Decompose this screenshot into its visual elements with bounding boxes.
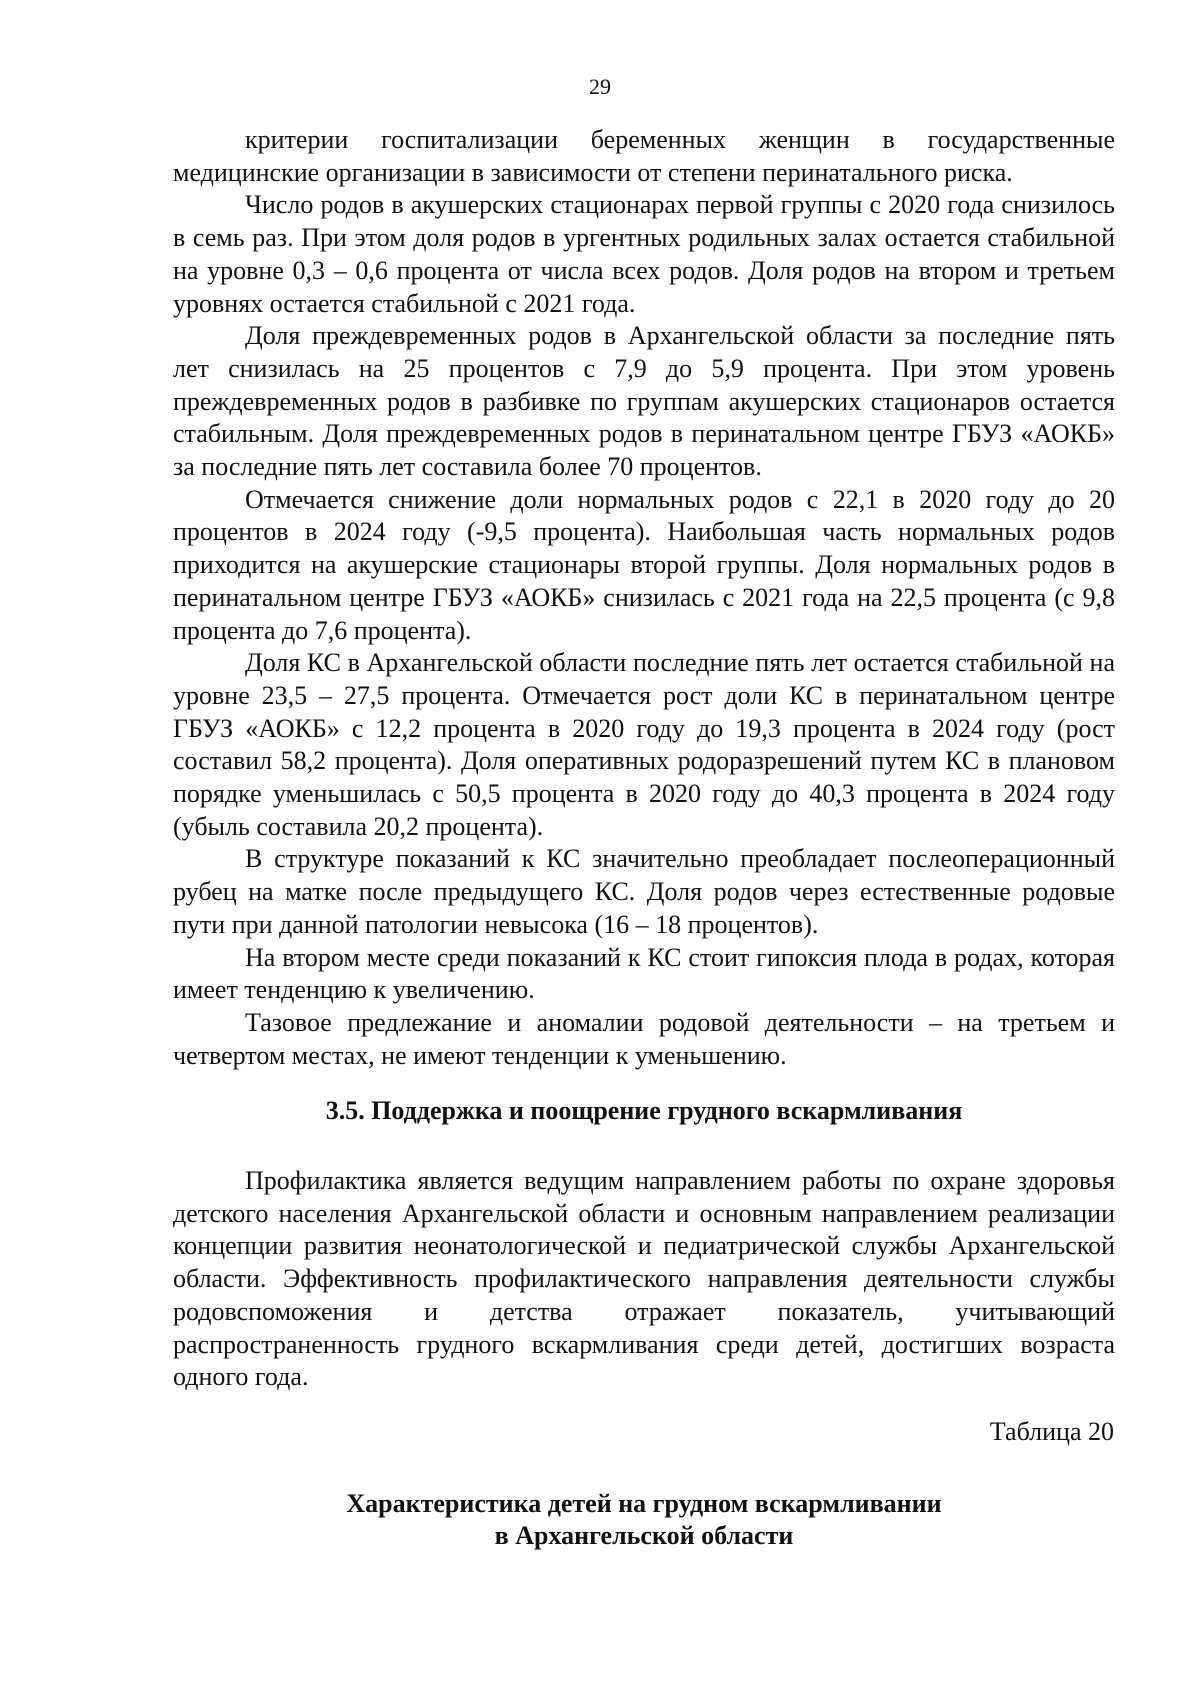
table-title-line: Характеристика детей на грудном вскармливании [346,1489,942,1518]
section-heading: 3.5. Поддержка и поощрение грудного вскармливания [325,1096,963,1125]
table-title [173,1488,1115,1552]
table-title-line: в Архангельской области [494,1521,794,1550]
paragraph: критерии госпитализации беременных женщин в государственные медицинские организации в зависимости от степени перинатального риска. [173,125,1115,187]
paragraph: Доля преждевременных родов в Архангельской области за последние пять лет снизилась на 25 процентов с 7,9 до 5,9 процента. При этом уровень преждевременных родов в разбивке по группам акушерских стационаров остается стабильным. Доля преждевременных родов в перинатальном центре ГБУЗ «АОКБ» за последние пять лет составила более 70 процентов. [173,321,1115,482]
paragraph: На втором месте среди показаний к КС стоит гипоксия плода в родах, которая имеет тенденцию к увеличению. [173,942,1115,1005]
paragraph: Отмечается снижение доли нормальных родов с 22,1 в 2020 году до 20 процентов в 2024 году (-9,5 процента). Наибольшая часть нормальных родов приходится на акушерские стационары второй группы. Доля нормальных родов в перинатальном центре ГБУЗ «АОКБ» снизилась с 2021 года на 22,5 процента (с 9,8 процента до 7,6 процента). [173,484,1115,645]
table-label: Таблица 20 [989,1417,1114,1446]
paragraph: Доля КС в Архангельской области последние пять лет остается стабильной на уровне 23,5 – 27,5 процента. Отмечается рост доли КС в перинатальном центре ГБУЗ «АОКБ» с 12,2 процента в 2020 году до 19,3 процента в 2024 году (рост составил 58,2 процента). Доля оперативных родоразрешений путем КС в плановом порядке уменьшилась с 50,5 процента в 2020 году до 40,3 процента в 2024 году (убыль составила 20,2 процента). [173,648,1115,841]
paragraph: В структуре показаний к КС значительно преобладает послеоперационный рубец на матке после предыдущего КС. Доля родов через естественные родовые пути при данной патологии невысока (16 – 18 процентов). [173,844,1115,939]
paragraph: Тазовое предлежание и аномалии родовой деятельности – на третьем и четвертом местах, не имеют тенденции к уменьшению. [173,1007,1115,1070]
section-body-text [173,1165,1115,1394]
paragraph: Профилактика является ведущим направлением работы по охране здоровья детского населения Архангельской области и основным направлением реализации концепции развития неонатологической и педиатрической службы Архангельской области. Эффективность профилактического направления деятельности службы родовспоможения и детства отражает показатель, учитывающий распространенность грудного вскармливания среди детей, достигших возраста одного года. [173,1166,1115,1392]
paragraph: Число родов в акушерских стационарах первой группы с 2020 года снизилось в семь раз. При этом доля родов в ургентных родильных залах остается стабильной на уровне 0,3 – 0,6 процента от числа всех родов. Доля родов на втором и третьем уровнях остается стабильной с 2021 года. [173,190,1115,318]
page-number: 29 [589,74,611,99]
body-text [173,124,1115,1072]
